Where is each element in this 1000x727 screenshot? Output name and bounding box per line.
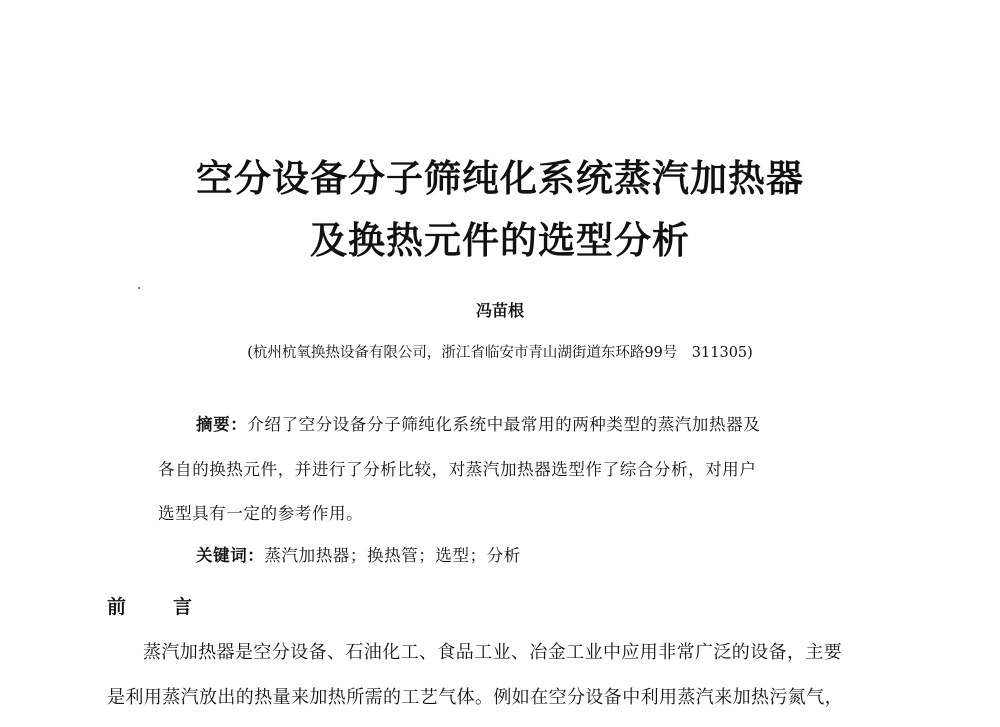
abstract-label: 摘要：: [196, 415, 248, 434]
keywords-text: 蒸汽加热器；换热管；选型；分析: [264, 546, 521, 565]
abstract-text-1: 介绍了空分设备分子筛纯化系统中最常用的两种类型的蒸汽加热器及: [247, 415, 761, 434]
keywords-line: [196, 548, 521, 565]
author-affiliation: (杭州杭氧换热设备有限公司，浙江省临安市青山湖街道东环路99号 311305): [247, 345, 753, 361]
section-heading: 前 言: [107, 596, 207, 618]
paper-title-line-2: 及换热元件的选型分析: [310, 219, 690, 262]
paper-title-line-1: 空分设备分子筛纯化系统蒸汽加热器: [196, 157, 804, 200]
scan-speck: [138, 287, 140, 289]
abstract-line-1: [196, 417, 760, 434]
abstract-line-2: 各自的换热元件，并进行了分析比较，对蒸汽加热器选型作了综合分析，对用户: [158, 460, 757, 479]
body-paragraph-line-1: 蒸汽加热器是空分设备、石油化工、食品工业、冶金工业中应用非常广泛的设备，主要: [143, 642, 843, 663]
keywords-label: 关键词：: [196, 546, 265, 565]
body-paragraph-line-2: 是利用蒸汽放出的热量来加热所需的工艺气体。例如在空分设备中利用蒸汽来加热污氮气，: [107, 687, 843, 708]
author-name: 冯苗根: [475, 301, 524, 320]
abstract-line-3: 选型具有一定的参考作用。: [158, 504, 364, 523]
